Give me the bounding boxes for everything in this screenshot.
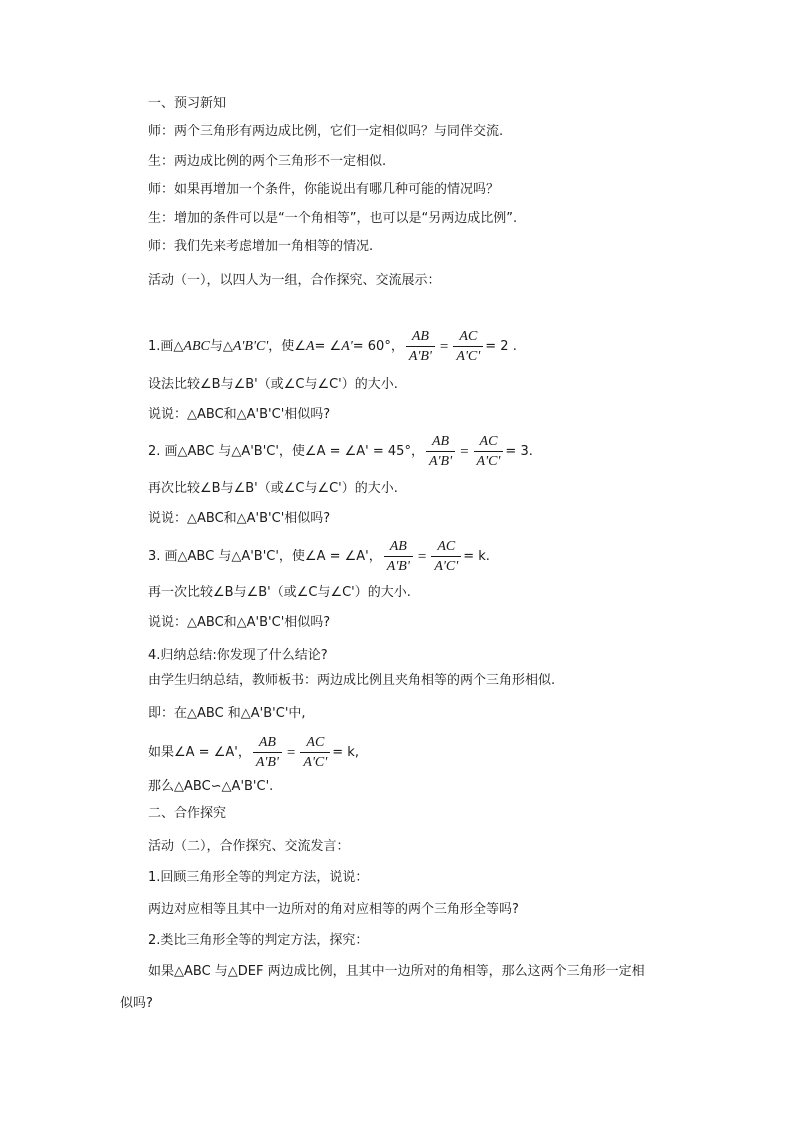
fraction-numerator: AC bbox=[306, 735, 325, 750]
question1: 1.回顾三角形全等的判定方法，说说： bbox=[148, 870, 369, 885]
item1-mid2: ，使∠ bbox=[268, 338, 306, 354]
item3-ask: 说说：△ABC和△A'B'C'相似吗? bbox=[148, 615, 331, 630]
fraction-denominator: A'B' bbox=[253, 752, 282, 770]
question2-body-line2: 似吗? bbox=[120, 996, 153, 1011]
fraction-denominator: A'B' bbox=[426, 451, 455, 469]
item2-compare: 再次比较∠B与∠B'（或∠C与∠C'）的大小. bbox=[148, 481, 398, 496]
item1-ask: 说说：△ABC和△A'B'C'相似吗? bbox=[148, 407, 331, 422]
item1-angle-a-prime: A' bbox=[341, 338, 353, 354]
activity2-title: 活动（二），合作探究、交流发言： bbox=[148, 839, 350, 854]
section2-heading: 二、合作探究 bbox=[148, 806, 227, 821]
dialogue-line: 师：两个三角形有两边成比例，它们一定相似吗？与同伴交流. bbox=[148, 124, 504, 139]
fraction-denominator: A'C' bbox=[300, 752, 330, 770]
item1-angle-a: A bbox=[305, 338, 315, 354]
item4-fraction-ac bbox=[300, 735, 330, 770]
item1-triangle-2: A'B'C' bbox=[232, 338, 269, 354]
item1-fraction-ac bbox=[453, 329, 483, 364]
item3-ratio-value: = k. bbox=[463, 548, 490, 564]
item4-cond-lead: 如果∠A = ∠A'， bbox=[148, 744, 251, 760]
item1-compare: 设法比较∠B与∠B'（或∠C与∠C'）的大小. bbox=[148, 377, 398, 392]
item1-ratio-value: = 2 . bbox=[485, 338, 517, 354]
item2-fraction-ac bbox=[474, 434, 504, 469]
fraction-denominator: A'C' bbox=[453, 346, 483, 364]
dialogue-line: 师：如果再增加一个条件，你能说出有哪几种可能的情况吗？ bbox=[148, 182, 500, 197]
question1-body: 两边对应相等且其中一边所对的角对应相等的两个三角形全等吗? bbox=[148, 902, 519, 917]
fraction-numerator: AB bbox=[431, 434, 450, 449]
question2-body-line1: 如果△ABC 与△DEF 两边成比例，且其中一边所对的角相等，那么这两个三角形一定相 bbox=[148, 964, 645, 979]
item1-fraction-ab bbox=[406, 329, 435, 364]
item4-intro: 即：在△ABC 和△A'B'C'中, bbox=[148, 706, 306, 721]
item4-heading: 4.归纳总结:你发现了什么结论? bbox=[148, 648, 328, 663]
dialogue-line: 师：我们先来考虑增加一角相等的情况. bbox=[148, 239, 374, 254]
item2-lead: 2. 画△ABC 与△A'B'C'，使∠A = ∠A' = 45°， bbox=[148, 443, 424, 459]
item2-formula-line bbox=[148, 434, 533, 469]
item3-formula-line bbox=[148, 539, 490, 574]
item4-summary: 由学生归纳总结，教师板书：两边成比例且夹角相等的两个三角形相似. bbox=[148, 673, 556, 688]
item3-compare: 再一次比较∠B与∠B'（或∠C与∠C'）的大小. bbox=[148, 585, 411, 600]
fraction-denominator: A'C' bbox=[431, 556, 461, 574]
fraction-numerator: AC bbox=[479, 434, 498, 449]
item1-mid1: 与△ bbox=[209, 338, 233, 354]
item3-fraction-ac bbox=[431, 539, 461, 574]
dialogue-line: 生：增加的条件可以是“一个角相等”，也可以是“另两边成比例”. bbox=[148, 211, 518, 226]
equals-sign: = bbox=[286, 744, 296, 761]
fraction-denominator: A'B' bbox=[384, 556, 413, 574]
item1-angle-value: = 60°， bbox=[352, 338, 404, 354]
equals-sign: = bbox=[417, 548, 427, 565]
item1-formula-line bbox=[148, 329, 517, 364]
item1-triangle-1: ABC bbox=[183, 338, 210, 354]
fraction-numerator: AC bbox=[437, 539, 456, 554]
fraction-denominator: A'C' bbox=[474, 451, 504, 469]
question2: 2.类比三角形全等的判定方法，探究： bbox=[148, 933, 369, 948]
item2-fraction-ab bbox=[426, 434, 455, 469]
fraction-denominator: A'B' bbox=[406, 346, 435, 364]
item4-condition-line bbox=[148, 735, 359, 770]
fraction-numerator: AB bbox=[258, 735, 276, 750]
item4-ratio-value: = k, bbox=[332, 744, 359, 760]
item3-lead: 3. 画△ABC 与△A'B'C'，使∠A = ∠A'， bbox=[148, 548, 382, 564]
item4-fraction-ab bbox=[253, 735, 282, 770]
item2-ratio-value: = 3. bbox=[505, 443, 533, 459]
item3-fraction-ab bbox=[384, 539, 413, 574]
dialogue-line: 生：两边成比例的两个三角形不一定相似. bbox=[148, 154, 387, 169]
section1-heading: 一、预习新知 bbox=[148, 96, 227, 111]
item1-lead: 1.画△ bbox=[148, 338, 184, 354]
item1-eq: = ∠ bbox=[314, 338, 342, 354]
equals-sign: = bbox=[439, 338, 449, 355]
fraction-numerator: AB bbox=[411, 329, 429, 344]
activity1-title: 活动（一），以四人为一组，合作探究、交流展示： bbox=[148, 273, 441, 288]
item4-conclusion: 那么△ABC∽△A'B'C'. bbox=[148, 779, 274, 794]
item2-ask: 说说：△ABC和△A'B'C'相似吗? bbox=[148, 511, 331, 526]
fraction-numerator: AC bbox=[459, 329, 478, 344]
fraction-numerator: AB bbox=[389, 539, 407, 554]
equals-sign: = bbox=[460, 443, 469, 460]
